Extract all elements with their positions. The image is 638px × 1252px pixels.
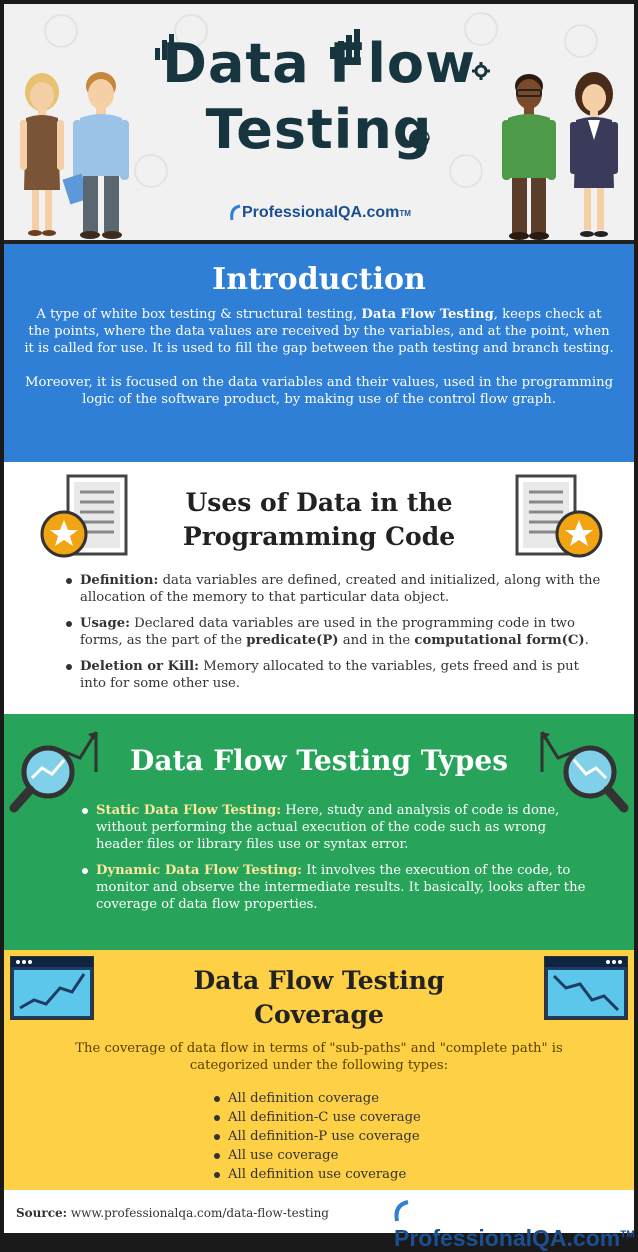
list-item-term: Usage: [80, 616, 130, 631]
woman-right-illustration [564, 70, 624, 242]
intro-p1-text-a: A type of white box testing & structural testing, [36, 307, 362, 322]
logo-bottom [394, 1198, 635, 1252]
list-item: All definition-C use coverage [214, 1109, 514, 1126]
introduction-section [4, 244, 634, 462]
list-item-text: data variables are defined, created and initialized, along with the allocation of the memory to that particular data object. [80, 573, 601, 605]
coverage-list [214, 1090, 514, 1185]
source-line [16, 1206, 329, 1220]
list-item: All use coverage [214, 1147, 514, 1164]
list-item-bold: computational form(C) [414, 633, 585, 648]
man-left-illustration [68, 64, 134, 242]
header [4, 4, 634, 244]
list-item-text: Declared data variables are used in the programming code in two forms, as the part of the [80, 616, 575, 648]
coverage-title-line2: Coverage [254, 1000, 384, 1029]
infographic-page [4, 4, 635, 1251]
list-item-text: Here, study and analysis of code is done, without performing the actual execution of the code such as wrong header files or library files use or syntax error. [96, 803, 560, 852]
introduction-paragraph-2: Moreover, it is focused on the data variables and their values, used in the programming logic of the software product, by making use of the control flow graph. [24, 375, 614, 407]
logo-swoosh-icon [394, 1199, 410, 1223]
list-item-term: Static Data Flow Testing: [96, 803, 282, 818]
list-item-text: It involves the execution of the code, to monitor and observe the intermediate results. It basically, looks after the coverage of data flow properties. [96, 863, 586, 912]
uses-list [66, 572, 606, 701]
coverage-title-line1: Data Flow Testing [193, 966, 445, 995]
list-item-term: Deletion or Kill: [80, 659, 199, 674]
uses-title-line2: Programming Code [182, 522, 456, 551]
intro-p1-text-b: , keeps check at the points, where the data values are received by the variables, and at the point, when it is called for use. It is used to fill the gap between the path testing and branch testing. [24, 307, 614, 356]
logo-swoosh-icon [230, 204, 242, 222]
logo-tm: TM [399, 208, 411, 218]
list-item-text: and in the [338, 633, 415, 648]
list-item [82, 862, 592, 913]
logo-tm: TM [620, 1229, 635, 1241]
list-item: All definition use coverage [214, 1166, 514, 1183]
source-label: Source: [16, 1206, 68, 1220]
types-section [4, 714, 634, 950]
coverage-section [4, 950, 634, 1190]
uses-title-line1: Uses of Data in the [185, 488, 453, 517]
logo-text: ProfessionalQA.com [394, 1225, 621, 1251]
coverage-title [4, 964, 634, 1032]
intro-p1-bold: Data Flow Testing [361, 307, 494, 322]
logo-text: ProfessionalQA.com [242, 204, 400, 221]
main-title-line2: Testing [205, 98, 433, 161]
main-title-line1: Data Flow [162, 32, 476, 95]
woman-left-illustration [14, 70, 70, 240]
types-list [82, 802, 592, 922]
list-item-text: Memory allocated to the variables, gets freed and is put into for some other use. [80, 659, 579, 691]
list-item-bold: predicate(P) [246, 633, 339, 648]
introduction-paragraph-1 [24, 306, 614, 357]
types-title: Data Flow Testing Types [130, 744, 508, 777]
list-item-term: Definition: [80, 573, 159, 588]
source-url[interactable]: www.professionalqa.com/data-flow-testing [67, 1206, 329, 1220]
introduction-title: Introduction [212, 262, 426, 297]
list-item [66, 658, 606, 692]
list-item: All definition coverage [214, 1090, 514, 1107]
uses-section [4, 462, 634, 714]
list-item-term: Dynamic Data Flow Testing: [96, 863, 303, 878]
list-item: All definition-P use coverage [214, 1128, 514, 1145]
man-right-illustration [498, 66, 560, 242]
list-item [66, 615, 606, 649]
footer [4, 1190, 635, 1251]
list-item [82, 802, 592, 853]
logo-top [230, 204, 411, 222]
coverage-intro: The coverage of data flow in terms of "sub-paths" and "complete path" is categorized under the following types: [75, 1041, 563, 1073]
list-item [66, 572, 606, 606]
uses-title [4, 486, 634, 554]
list-item-text: . [584, 633, 589, 648]
